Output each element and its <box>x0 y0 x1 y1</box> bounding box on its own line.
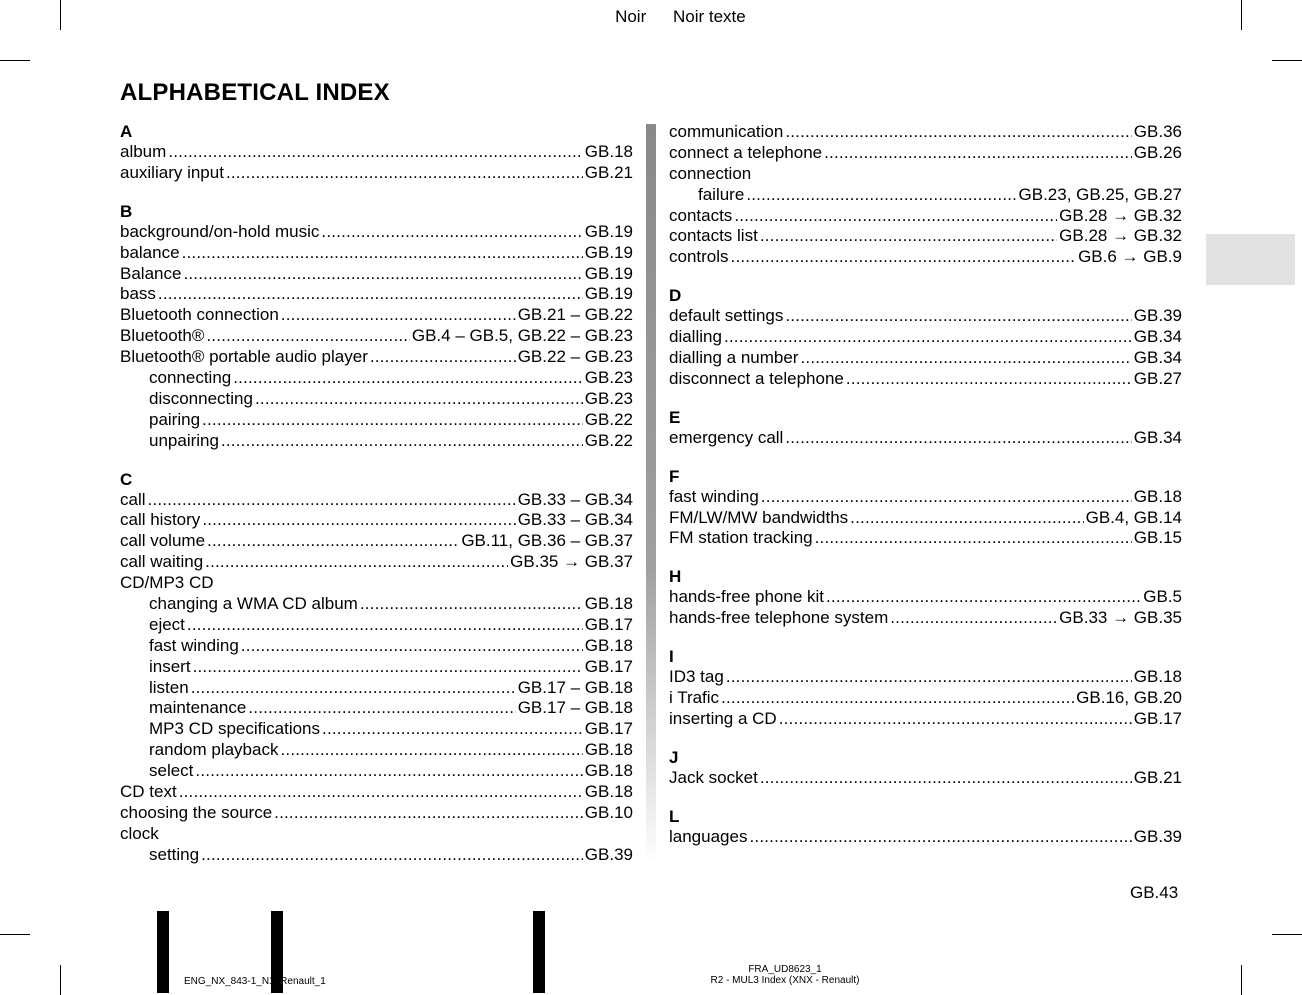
index-entry <box>120 264 633 285</box>
entry-page-reference: GB.6 → GB.9 <box>1078 247 1182 267</box>
index-subentry <box>120 410 633 431</box>
index-section <box>669 467 1182 550</box>
index-entry <box>669 768 1182 789</box>
index-entry <box>669 247 1182 268</box>
index-subentry <box>120 615 633 636</box>
entry-term: setting <box>149 844 200 864</box>
dot-leader <box>241 636 583 657</box>
entry-page-reference: GB.22 <box>584 409 633 429</box>
entry-term: Bluetooth® portable audio player <box>120 347 368 367</box>
index-section <box>669 286 1182 390</box>
entry-term: CD text <box>120 782 177 802</box>
entry-page-reference: GB.18 <box>584 761 633 781</box>
entry-term: random playback <box>149 740 279 760</box>
entry-term: changing a WMA CD album <box>149 594 358 614</box>
index-section <box>669 807 1182 848</box>
entry-term: Bluetooth® <box>120 326 205 346</box>
entry-page-reference: GB.22 – GB.23 <box>517 347 633 367</box>
index-entry <box>120 142 633 163</box>
index-entry <box>120 531 633 552</box>
entry-term: bass <box>120 284 156 304</box>
entry-term: pairing <box>149 409 201 429</box>
crop-mark <box>60 0 61 30</box>
dot-leader <box>226 163 583 184</box>
dot-leader <box>179 782 583 803</box>
section-letter: I <box>669 647 674 667</box>
index-subentry <box>120 368 633 389</box>
dot-leader <box>760 768 1132 789</box>
index-subentry <box>120 678 633 699</box>
entry-term: balance <box>120 242 180 262</box>
index-entry <box>669 688 1182 709</box>
dot-leader <box>321 222 582 243</box>
entry-page-reference: GB.21 – GB.22 <box>517 305 633 325</box>
color-plate-labels <box>542 7 768 27</box>
dot-leader <box>207 531 459 552</box>
index-entry <box>120 824 633 845</box>
dot-leader <box>221 431 583 452</box>
section-letter: B <box>120 201 133 221</box>
index-subentry <box>120 431 633 452</box>
index-entry <box>120 284 633 305</box>
index-entry <box>669 164 1182 185</box>
entry-term: disconnect a telephone <box>669 368 844 388</box>
dot-leader <box>721 688 1074 709</box>
index-subentry <box>669 185 1182 206</box>
index-section <box>120 122 633 184</box>
dot-leader <box>193 657 583 678</box>
entry-term: auxiliary input <box>120 162 224 182</box>
index-entry <box>669 226 1182 247</box>
dot-leader <box>148 490 516 511</box>
index-entry <box>669 306 1182 327</box>
entry-page-reference: GB.5 <box>1143 587 1182 607</box>
index-entry <box>669 487 1182 508</box>
entry-term: connection <box>669 163 752 183</box>
entry-term: FM/LW/MW bandwidths <box>669 507 849 527</box>
entry-term: fast winding <box>149 635 239 655</box>
index-subentry <box>120 594 633 615</box>
index-entry <box>669 608 1182 629</box>
dot-leader <box>182 243 583 264</box>
crop-mark <box>60 965 61 995</box>
index-entry <box>120 305 633 326</box>
entry-page-reference: GB.39 <box>1133 306 1182 326</box>
dot-leader <box>360 594 583 615</box>
entry-term: fast winding <box>669 486 759 506</box>
dot-leader <box>233 368 583 389</box>
dot-leader <box>785 306 1131 327</box>
entry-page-reference: GB.21 <box>1133 767 1182 787</box>
index-entry <box>120 326 633 347</box>
index-section <box>669 122 1182 268</box>
entry-page-reference: GB.18 <box>584 635 633 655</box>
dot-leader <box>158 284 583 305</box>
entry-page-reference: GB.4 – GB.5, GB.22 – GB.23 <box>411 326 633 346</box>
entry-term: contacts <box>669 205 733 225</box>
index-section <box>120 470 633 866</box>
entry-page-reference: GB.36 <box>1133 122 1182 141</box>
entry-page-reference: GB.18 <box>584 740 633 760</box>
entry-term: controls <box>669 247 729 267</box>
crop-mark <box>0 934 30 935</box>
dot-leader <box>800 348 1131 369</box>
index-subentry <box>120 657 633 678</box>
entry-term: CD/MP3 CD <box>120 573 214 593</box>
entry-term: unpairing <box>149 430 219 450</box>
entry-page-reference: GB.22 <box>584 430 633 450</box>
crop-mark <box>1241 0 1242 30</box>
dot-leader <box>734 206 1057 227</box>
index-section <box>669 408 1182 449</box>
entry-term: album <box>120 142 167 161</box>
entry-term: hands-free telephone system <box>669 608 889 628</box>
entry-page-reference: GB.17 – GB.18 <box>517 698 633 718</box>
entry-term: listen <box>149 677 189 697</box>
dot-leader <box>749 827 1131 848</box>
plate-label-noir-texte: Noir texte <box>672 7 746 26</box>
entry-page-reference: GB.33 → GB.35 <box>1059 608 1182 628</box>
index-entry <box>120 222 633 243</box>
registration-bar <box>533 911 545 993</box>
entry-page-reference: GB.4, GB.14 <box>1085 507 1182 527</box>
dot-leader <box>202 510 515 531</box>
crop-mark <box>0 60 30 61</box>
dot-leader <box>370 347 516 368</box>
entry-term: call history <box>120 510 201 530</box>
index-entry <box>120 243 633 264</box>
section-letter: H <box>669 567 682 587</box>
entry-term: call waiting <box>120 552 204 572</box>
dot-leader <box>846 369 1132 390</box>
index-entry <box>120 163 633 184</box>
entry-term: call <box>120 489 146 509</box>
dot-leader <box>726 667 1132 688</box>
entry-page-reference: GB.33 – GB.34 <box>517 489 633 509</box>
dot-leader <box>731 247 1077 268</box>
footer-file-id-line: FRA_UD8623_1 <box>748 964 822 975</box>
index-subentry <box>120 740 633 761</box>
index-entry <box>669 528 1182 549</box>
entry-page-reference: GB.26 <box>1133 142 1182 162</box>
dot-leader <box>890 608 1057 629</box>
entry-page-reference: GB.19 <box>584 242 633 262</box>
entry-page-reference: GB.11, GB.36 – GB.37 <box>461 531 633 551</box>
entry-page-reference: GB.17 <box>584 656 633 676</box>
index-column-left <box>120 122 633 866</box>
entry-page-reference: GB.34 <box>1133 327 1182 347</box>
entry-page-reference: GB.18 <box>584 782 633 802</box>
index-entry <box>120 510 633 531</box>
entry-page-reference: GB.34 <box>1133 348 1182 368</box>
entry-page-reference: GB.16, GB.20 <box>1076 688 1182 708</box>
entry-page-reference: GB.17 <box>584 719 633 739</box>
entry-term: MP3 CD specifications <box>149 719 321 739</box>
entry-page-reference: GB.17 <box>1133 708 1182 728</box>
entry-page-reference: GB.18 <box>584 594 633 614</box>
index-entry <box>120 552 633 573</box>
entry-page-reference: GB.21 <box>584 162 633 182</box>
dot-leader <box>724 327 1132 348</box>
entry-page-reference: GB.33 – GB.34 <box>517 510 633 530</box>
entry-term: connecting <box>149 368 232 388</box>
entry-term: inserting a CD <box>669 708 777 728</box>
entry-page-reference: GB.39 <box>1133 826 1182 846</box>
index-entry <box>669 369 1182 390</box>
entry-page-reference: GB.19 <box>584 263 633 283</box>
footer-file-id-right <box>700 964 870 986</box>
footer-file-id-line: R2 - MUL3 Index (XNX - Renault) <box>710 975 860 986</box>
crop-mark <box>1241 965 1242 995</box>
dot-leader <box>785 122 1131 143</box>
entry-page-reference: GB.28 → GB.32 <box>1059 205 1182 225</box>
entry-page-reference: GB.17 <box>584 614 633 634</box>
entry-term: languages <box>669 826 748 846</box>
dot-leader <box>195 761 582 782</box>
entry-page-reference: GB.28 → GB.32 <box>1059 226 1182 246</box>
section-letter: D <box>669 286 682 306</box>
registration-bar <box>157 911 169 993</box>
index-subentry <box>120 761 633 782</box>
dot-leader <box>206 326 410 347</box>
dot-leader <box>191 678 516 699</box>
entry-term: i Trafic <box>669 688 720 708</box>
plate-label-noir: Noir <box>615 7 647 26</box>
index-entry <box>669 709 1182 730</box>
entry-term: choosing the source <box>120 802 273 822</box>
entry-page-reference: GB.18 <box>584 142 633 161</box>
dot-leader <box>202 410 583 431</box>
index-subentry <box>120 636 633 657</box>
entry-term: dialling <box>669 327 722 347</box>
dot-leader <box>322 719 583 740</box>
crop-mark <box>1272 934 1302 935</box>
index-entry <box>669 827 1182 848</box>
entry-term: select <box>149 761 194 781</box>
index-entry <box>669 206 1182 227</box>
index-entry <box>120 490 633 511</box>
index-entry <box>120 803 633 824</box>
index-entry <box>669 327 1182 348</box>
entry-page-reference: GB.10 <box>584 802 633 822</box>
entry-term: Bluetooth connection <box>120 305 279 325</box>
entry-page-reference: GB.23, GB.25, GB.27 <box>1018 184 1182 204</box>
index-section <box>669 567 1182 629</box>
index-entry <box>120 347 633 368</box>
entry-page-reference: GB.17 – GB.18 <box>517 677 633 697</box>
entry-page-reference: GB.39 <box>584 844 633 864</box>
index-entry <box>669 508 1182 529</box>
entry-term: Jack socket <box>669 767 758 787</box>
entry-term: connect a telephone <box>669 142 823 162</box>
dot-leader <box>187 615 583 636</box>
page-number: GB.43 <box>1130 883 1179 902</box>
dot-leader <box>746 185 1016 206</box>
section-letter: C <box>120 469 133 489</box>
index-entry <box>669 143 1182 164</box>
index-section <box>669 647 1182 730</box>
index-subentry <box>120 845 633 866</box>
entry-page-reference: GB.27 <box>1133 368 1182 388</box>
entry-page-reference: GB.19 <box>584 221 633 241</box>
footer-file-id-left: ENG_NX_843-1_N1_Renault_1 <box>184 976 326 987</box>
entry-term: call volume <box>120 531 206 551</box>
section-letter: L <box>669 806 680 826</box>
section-letter: E <box>669 407 681 427</box>
entry-page-reference: GB.35 → GB.37 <box>510 552 633 572</box>
entry-page-reference: GB.34 <box>1133 427 1182 447</box>
entry-term: communication <box>669 122 784 141</box>
entry-term: dialling a number <box>669 348 799 368</box>
dot-leader <box>761 487 1132 508</box>
index-entry <box>669 667 1182 688</box>
entry-term: emergency call <box>669 427 784 447</box>
crop-mark <box>1272 60 1302 61</box>
entry-page-reference: GB.15 <box>1133 528 1182 548</box>
dot-leader <box>824 143 1132 164</box>
index-entry <box>669 428 1182 449</box>
index-section <box>120 202 633 452</box>
entry-term: maintenance <box>149 698 247 718</box>
section-letter: F <box>669 466 680 486</box>
index-entry <box>669 122 1182 143</box>
dot-leader <box>281 305 516 326</box>
index-entry <box>120 573 633 594</box>
entry-term: default settings <box>669 306 784 326</box>
index-entry <box>669 348 1182 369</box>
dot-leader <box>280 740 582 761</box>
dot-leader <box>205 552 508 573</box>
dot-leader <box>168 142 582 163</box>
section-letter: A <box>120 122 133 141</box>
entry-term: FM station tracking <box>669 528 813 548</box>
entry-term: insert <box>149 656 191 676</box>
index-subentry <box>120 719 633 740</box>
dot-leader <box>815 528 1132 549</box>
section-letter: J <box>669 747 679 767</box>
index-subentry <box>120 389 633 410</box>
entry-term: hands-free phone kit <box>669 587 824 607</box>
dot-leader <box>201 845 583 866</box>
entry-page-reference: GB.18 <box>1133 667 1182 687</box>
entry-term: contacts list <box>669 226 758 246</box>
entry-term: Balance <box>120 263 182 283</box>
plate-label-jaune: Jaune <box>542 7 589 26</box>
entry-term: eject <box>149 614 185 634</box>
chapter-tab-marker <box>1206 234 1295 285</box>
entry-term: background/on-hold music <box>120 221 320 241</box>
entry-term: failure <box>698 184 745 204</box>
dot-leader <box>850 508 1083 529</box>
dot-leader <box>826 587 1141 608</box>
dot-leader <box>760 226 1057 247</box>
page-title: ALPHABETICAL INDEX <box>120 79 390 106</box>
column-divider <box>646 124 656 864</box>
dot-leader <box>183 264 582 285</box>
entry-page-reference: GB.18 <box>1133 486 1182 506</box>
dot-leader <box>779 709 1132 730</box>
entry-term: clock <box>120 823 159 843</box>
entry-page-reference: GB.23 <box>584 368 633 388</box>
dot-leader <box>785 428 1131 449</box>
index-entry <box>669 587 1182 608</box>
index-subentry <box>120 698 633 719</box>
entry-page-reference: GB.19 <box>584 284 633 304</box>
dot-leader <box>274 803 583 824</box>
entry-page-reference: GB.23 <box>584 388 633 408</box>
index-column-right <box>669 122 1182 848</box>
dot-leader <box>248 698 515 719</box>
index-entry <box>120 782 633 803</box>
entry-term: disconnecting <box>149 388 253 408</box>
entry-term: ID3 tag <box>669 667 724 687</box>
index-section <box>669 748 1182 789</box>
dot-leader <box>255 389 583 410</box>
